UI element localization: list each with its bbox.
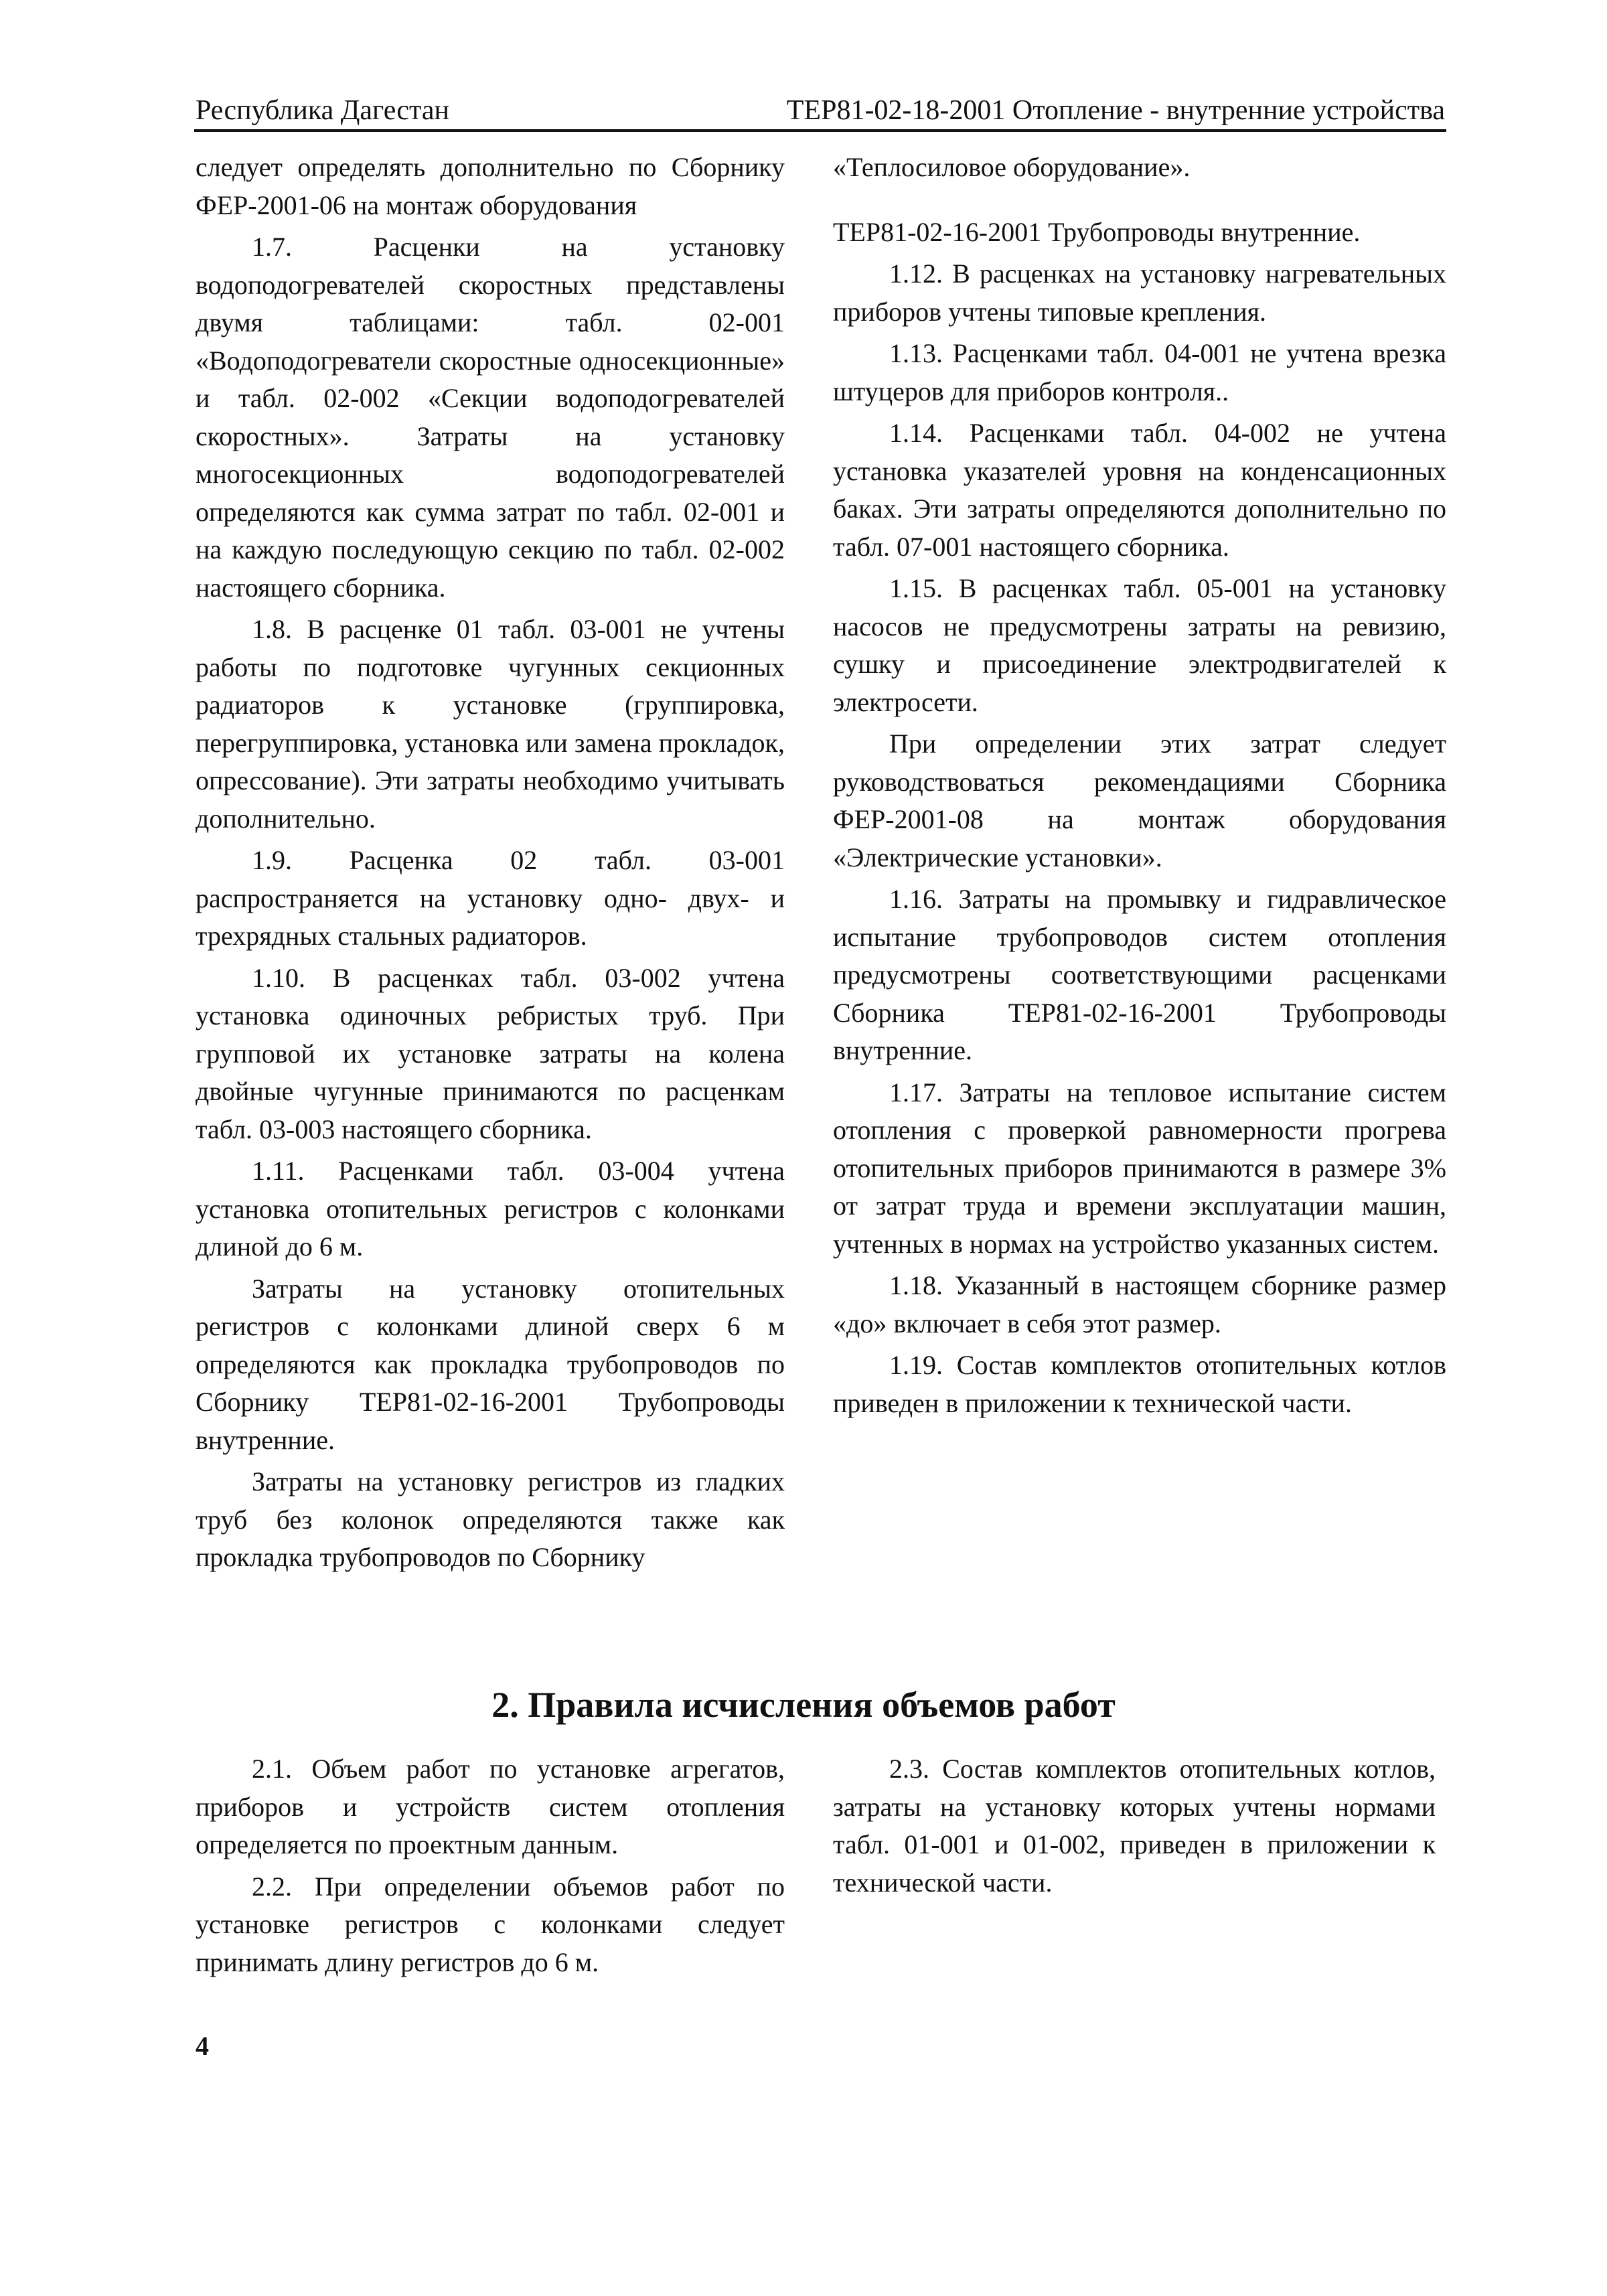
section-heading: 2. Правила исчисления объемов работ bbox=[491, 1685, 1116, 1725]
paragraph: Затраты на установку регистров из гладких труб без колонок определяются также как прокладка трубопроводов по Сборнику bbox=[196, 1466, 785, 1572]
paragraph: При определении этих затрат следует руководствоваться рекомендациями Сборника ФЕР-2001-08 на монтаж оборудования «Электрические установки». bbox=[833, 729, 1446, 872]
running-header bbox=[196, 90, 1445, 131]
header-region: Республика Дагестан bbox=[196, 95, 450, 126]
paragraph-1-7: 1.7. Расценки на установку водоподогревателей скоростных представлены двумя таблицами: табл. 02-001 «Водоподогреватели скоростные односекционные» и табл. 02-002 «Секции водоподогревателей скоростных». Затраты на установку многосекционных водоподогревателей определяются как сумма затрат по табл. 02-001 и на каждую последующую секцию по табл. 02-002 настоящего сборника. bbox=[196, 232, 785, 603]
paragraph-1-17: 1.17. Затраты на тепловое испытание систем отопления с проверкой равномерности прогрева отопительных приборов принимаются в размере 3% от затрат труда и времени эксплуатации машин, учтенных в нормах на устройство указанных систем. bbox=[833, 1077, 1446, 1259]
paragraph-1-13: 1.13. Расценками табл. 04-001 не учтена врезка штуцеров для приборов контроля.. bbox=[833, 338, 1446, 406]
section2-left-column bbox=[196, 1750, 785, 1985]
paragraph: следует определять дополнительно по Сборнику ФЕР-2001-06 на монтаж оборудования bbox=[196, 152, 785, 220]
right-column bbox=[833, 149, 1446, 1426]
paragraph-1-15: 1.15. В расценках табл. 05-001 на установку насосов не предусмотрены затраты на ревизию, сушку и присоединение электродвигателей к электросети. bbox=[833, 573, 1446, 717]
paragraph-2-3: 2.3. Состав комплектов отопительных котлов, затраты на установку которых учтены нормами табл. 01-001 и 01-002, приведен в приложении к технической части. bbox=[833, 1754, 1436, 1898]
paragraph-1-12: 1.12. В расценках на установку нагревательных приборов учтены типовые крепления. bbox=[833, 258, 1446, 327]
paragraph-1-16: 1.16. Затраты на промывку и гидравлическое испытание трубопроводов систем отопления предусмотрены соответствующими расценками Сборника ТЕР81-02-16-2001 Трубопроводы внутренние. bbox=[833, 884, 1446, 1065]
paragraph: Затраты на установку отопительных регистров с колонками длиной сверх 6 м определяются как прокладка трубопроводов по Сборнику ТЕР81-02-16-2001 Трубопроводы внутренние. bbox=[196, 1273, 785, 1455]
paragraph: «Теплосиловое оборудование». bbox=[833, 152, 1191, 182]
section2-right-column bbox=[833, 1750, 1436, 1906]
paragraph-1-9: 1.9. Расценка 02 табл. 03-001 распространяется на установку одно- двух- и трехрядных стальных радиаторов. bbox=[196, 845, 785, 951]
header-document-title: ТЕР81-02-18-2001 Отопление - внутренние устройства bbox=[786, 95, 1445, 126]
paragraph-1-19: 1.19. Состав комплектов отопительных котлов приведен в приложении к технической части. bbox=[833, 1350, 1446, 1418]
paragraph-1-11: 1.11. Расценками табл. 03-004 учтена установка отопительных регистров с колонками длиной до 6 м. bbox=[196, 1156, 785, 1261]
paragraph-2-1: 2.1. Объем работ по установке агрегатов, приборов и устройств систем отопления определяется по проектным данным. bbox=[196, 1754, 785, 1859]
paragraph-1-8: 1.8. В расценке 01 табл. 03-001 не учтены работы по подготовке чугунных секционных радиаторов к установке (группировка, перегруппировка, установка или замена прокладок, опрессование). Эти затраты необходимо учитывать дополнительно. bbox=[196, 614, 785, 834]
paragraph-2-2: 2.2. При определении объемов работ по установке регистров с колонками следует принимать длину регистров до 6 м. bbox=[196, 1871, 785, 1977]
page-number: 4 bbox=[196, 2031, 209, 2061]
left-column bbox=[196, 149, 785, 1581]
paragraph-1-18: 1.18. Указанный в настоящем сборнике размер «до» включает в себя этот размер. bbox=[833, 1270, 1446, 1338]
header-rule bbox=[194, 129, 1446, 132]
paragraph-1-14: 1.14. Расценками табл. 04-002 не учтена установка указателей уровня на конденсационных баках. Эти затраты определяются дополнительно по табл. 07-001 настоящего сборника. bbox=[833, 418, 1446, 562]
paragraph-1-10: 1.10. В расценках табл. 03-002 учтена установка одиночных ребристых труб. При групповой их установке затраты на колена двойные чугунные принимаются по расценкам табл. 03-003 настоящего сборника. bbox=[196, 962, 785, 1144]
paragraph: ТЕР81-02-16-2001 Трубопроводы внутренние. bbox=[833, 216, 1361, 247]
